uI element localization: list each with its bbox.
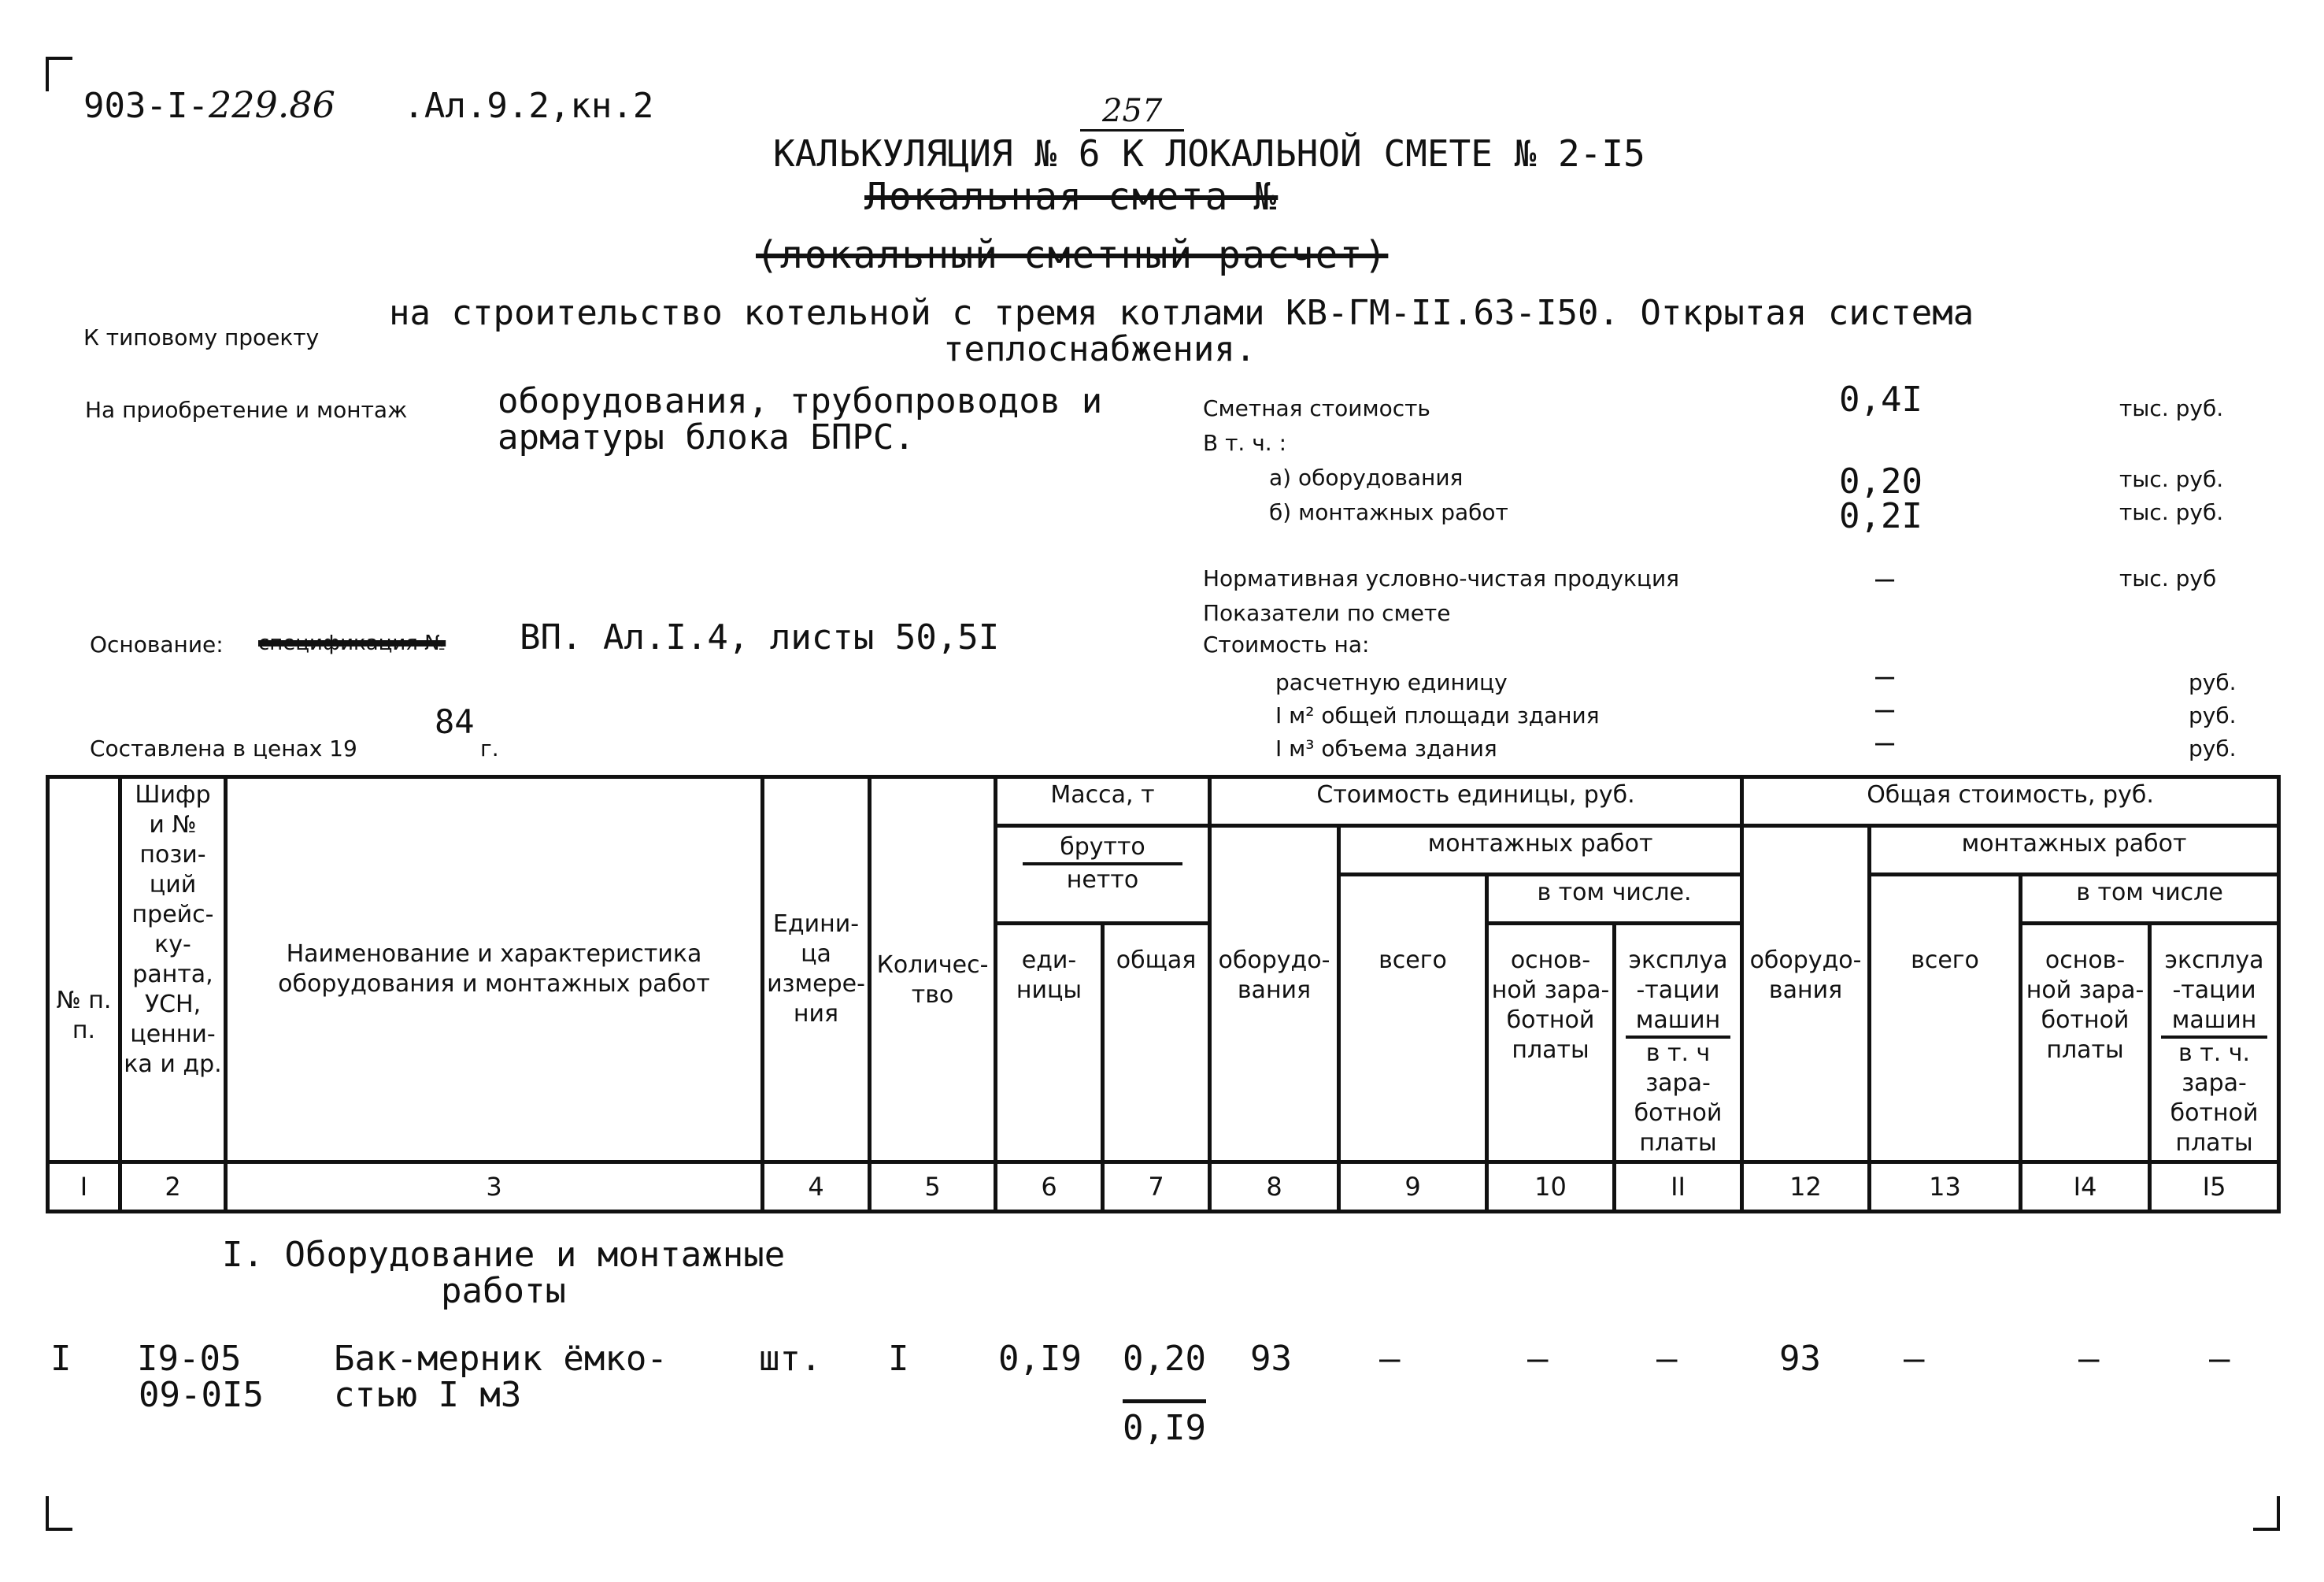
th-total-cost: Общая стоимость, руб. [1742,777,2279,826]
unit-calc-unit: руб. [2189,669,2237,695]
col-num-14: I4 [2021,1162,2150,1212]
row-unit-all: – [1379,1339,1401,1379]
total-cost-value: 0,4I [1839,380,1922,420]
col-num-13: 13 [1870,1162,2021,1212]
th-total-all: всего [1870,875,2021,1162]
th-unit: Едини-ца измере-ния [763,777,870,1162]
row-mass-total-brutto: 0,20 [1123,1339,1206,1403]
row-qty: I [888,1339,909,1379]
norm-product-label: Нормативная условно-чистая продукция [1203,565,1679,591]
th-mass: Масса, т [996,777,1210,826]
row-code-2: 09-0I5 [139,1375,264,1415]
th-unit-cost: Стоимость единицы, руб. [1210,777,1742,826]
incl-label: В т. ч. : [1203,430,1286,456]
section-title-line-2: работы [441,1271,566,1311]
norm-product-unit: тыс. руб [2119,565,2217,591]
unit-calc-label: расчетную единицу [1275,669,1508,695]
prices-year: 84 [435,702,475,741]
doc-code [83,83,653,126]
area-unit: руб. [2189,702,2237,728]
corner-mark-bottom-right [2253,1496,2280,1531]
equip-cost-label: а) оборудования [1269,465,1464,491]
row-unit-base: – [1527,1339,1549,1379]
project-line-1: на строительство котельной с тремя котлами КВ-ГМ-II.63-I50. Открытая система [389,293,1974,333]
col-num-11: II [1615,1162,1742,1212]
total-cost-label: Сметная стоимость [1203,395,1430,421]
indicators-label: Показатели по смете [1203,600,1451,626]
col-num-2: 2 [120,1162,226,1212]
basis-label: Основание: [90,632,224,658]
col-num-4: 4 [763,1162,870,1212]
mount-cost-value: 0,2I [1839,496,1922,536]
doc-code-series: 903-I- [83,86,209,126]
th-netto: нетто [1066,866,1139,894]
th-total-base-wage: основ-ной зара-ботной платы [2021,924,2150,1162]
volume-label: I м³ объема здания [1275,735,1497,761]
mount-cost-label: б) монтажных работ [1269,499,1508,525]
volume-unit: руб. [2189,735,2237,761]
corner-mark-bottom-left [46,1496,72,1531]
th-qty: Количес-тво [870,777,996,1162]
th-mass-unit: еди-ницы [996,924,1103,1162]
corner-mark-top-left [46,57,72,91]
doc-album: .Ал.9.2,кн.2 [403,86,654,126]
to-project-label: К типовому проекту [83,324,320,350]
area-value: – [1875,691,1895,728]
col-num-15: I5 [2150,1162,2279,1212]
col-num-12: 12 [1742,1162,1870,1212]
th-brutto: брутто [1023,832,1182,865]
row-unit: шт. [759,1339,822,1379]
prices-label: Составлена в ценах 19 [90,735,357,761]
basis-struck: спецификация № [258,632,446,655]
th-unit-all: всего [1339,875,1487,1162]
th-total-incl: в том числе [2021,875,2279,924]
doc-code-number: 229.86 [208,83,335,126]
th-unit-machine-wage: в т. ч зара-ботной платы [1634,1039,1723,1157]
row-total-machine: – [2209,1339,2230,1379]
th-unit-base-wage: основ-ной зара-ботной платы [1487,924,1615,1162]
row-name-2: стью I м3 [334,1375,522,1415]
col-num-5: 5 [870,1162,996,1212]
col-num-8: 8 [1210,1162,1339,1212]
struck-title-calc: (локальный сметный расчет) [756,233,1389,277]
area-label: I м² общей площади здания [1275,702,1600,728]
th-mass-total: общая [1103,924,1210,1162]
row-total-base: – [2078,1339,2100,1379]
col-num-1: I [48,1162,120,1212]
row-total-all: – [1904,1339,1925,1379]
col-num-10: 10 [1487,1162,1615,1212]
row-unit-machine: – [1656,1339,1678,1379]
norm-product-value: – [1875,561,1895,597]
th-total-mount: монтажных работ [1870,826,2279,875]
mount-cost-unit: тыс. руб. [2119,499,2224,525]
unit-calc-value: – [1875,658,1895,695]
equip-cost-unit: тыс. руб. [2119,466,2224,492]
row-name-1: Бак-мерник ёмко- [334,1339,668,1379]
column-number-row [48,1162,2279,1212]
prices-suffix: г. [480,735,499,761]
col-num-3: 3 [226,1162,763,1212]
th-name: Наименование и характеристика оборудования и монтажных работ [226,777,763,1162]
volume-value: – [1875,724,1895,761]
row-code-1: I9-05 [137,1339,242,1379]
th-unit-equip: оборудо-вания [1210,826,1339,1162]
row-mass-total-netto: 0,I9 [1123,1408,1206,1448]
th-brutto-netto [996,826,1210,924]
row-mass-unit: 0,I9 [998,1339,1082,1379]
th-total-machine-label: эксплуа-тации машин [2161,946,2267,1039]
purpose-line-1: оборудования, трубопроводов и [498,381,1103,421]
calc-title: КАЛЬКУЛЯЦИЯ № 6 К ЛОКАЛЬНОЙ СМЕТЕ № 2-I5 [773,132,1645,175]
struck-title-estimate: Локальная смета № [864,175,1279,219]
project-line-2: теплоснабжения. [943,329,1256,369]
estimate-header-table [46,775,2281,1213]
equip-cost-value: 0,20 [1839,461,1922,502]
th-code: Шифр и № пози-ций прейс-ку-ранта, УСН, ценни-ка и др. [120,777,226,1162]
row-total-equip: 93 [1779,1339,1821,1379]
purpose-line-2: арматуры блока БПРС. [498,417,915,458]
th-total-machine [2150,924,2279,1162]
th-total-equip: оборудо-вания [1742,826,1870,1162]
row-unit-equip: 93 [1250,1339,1292,1379]
cost-on-label: Стоимость на: [1203,632,1370,658]
purpose-label: На приобретение и монтаж [85,397,408,423]
th-total-machine-wage: в т. ч. зара-ботной платы [2170,1039,2259,1157]
th-unit-mount: монтажных работ [1339,826,1742,875]
col-num-6: 6 [996,1162,1103,1212]
page-number: 257 [1080,93,1184,132]
col-num-7: 7 [1103,1162,1210,1212]
row-num: I [50,1339,72,1379]
th-unit-incl: в том числе. [1487,875,1742,924]
th-unit-machine [1615,924,1742,1162]
section-title-line-1: I. Оборудование и монтажные [222,1235,786,1275]
total-cost-unit: тыс. руб. [2119,395,2224,421]
basis-value: ВП. Ал.I.4, листы 50,5I [520,617,1000,658]
th-num: № п. п. [48,777,120,1162]
th-unit-machine-label: эксплуа-тации машин [1626,946,1730,1039]
col-num-9: 9 [1339,1162,1487,1212]
